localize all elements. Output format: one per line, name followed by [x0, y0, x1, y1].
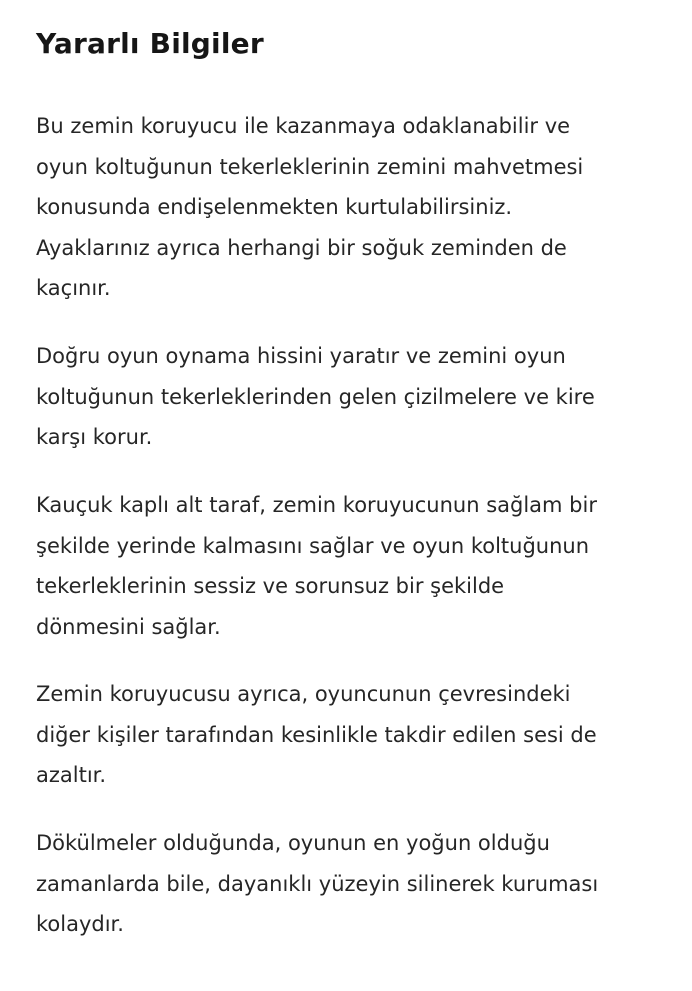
paragraph-line: oyun koltuğunun tekerleklerinin zemini mahvetmesi [36, 154, 584, 179]
paragraph-line: kolaydır. [36, 912, 124, 936]
paragraph-line: tekerleklerinin sessiz ve sorunsuz bir şekilde [36, 574, 505, 598]
paragraph-line: Zemin koruyucusu ayrıca, oyuncunun çevresindeki [36, 682, 571, 706]
paragraph-line: zamanlarda bile, dayanıklı yüzeyin silinerek kuruması [36, 871, 599, 896]
paragraph-4 [36, 674, 597, 796]
paragraph-line: azaltır. [36, 763, 107, 787]
paragraph-line: Kauçuk kaplı alt taraf, zemin koruyucunun sağlam bir [36, 493, 597, 517]
paragraph-line: karşı korur. [36, 425, 153, 449]
page-title: Yararlı Bilgiler [36, 27, 264, 60]
paragraph-line: Ayaklarınız ayrıca herhangi bir soğuk zeminden de [36, 235, 567, 260]
paragraph-line: koltuğunun tekerleklerinden gelen çizilmelere ve kire [36, 384, 595, 409]
paragraph-line: dönmesini sağlar. [36, 614, 221, 639]
paragraph-2 [36, 336, 595, 458]
paragraph-line: şekilde yerinde kalmasını sağlar ve oyun koltuğunun [36, 533, 590, 558]
paragraph-5 [36, 823, 598, 945]
paragraph-line: Dökülmeler olduğunda, oyunun en yoğun olduğu [36, 831, 550, 855]
paragraph-line: diğer kişiler tarafından kesinlikle takdir edilen sesi de [36, 722, 597, 747]
paragraph-1 [36, 106, 583, 309]
paragraph-line: konusunda endişelenmekten kurtulabilirsiniz. [36, 195, 513, 219]
paragraph-3 [36, 485, 597, 647]
paragraph-line: Doğru oyun oynama hissini yaratır ve zemini oyun [36, 344, 566, 368]
paragraph-line: kaçınır. [36, 276, 111, 300]
paragraph-line: Bu zemin koruyucu ile kazanmaya odaklanabilir ve [36, 114, 571, 138]
